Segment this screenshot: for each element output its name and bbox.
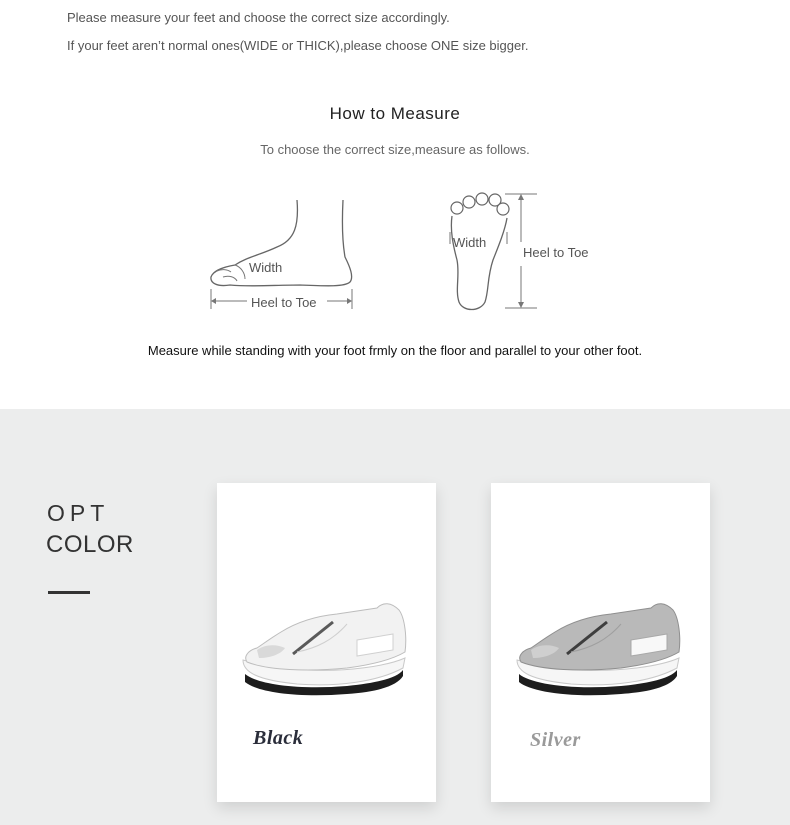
shoe-silver-image [511, 588, 691, 703]
top-width-label: Width [453, 235, 487, 250]
size-note-wide-feet: If your feet aren’t normal ones(WIDE or THICK),please choose ONE size bigger. [67, 38, 529, 53]
color-heading-opt: OPT [47, 500, 110, 526]
size-note-measure: Please measure your feet and choose the correct size accordingly. [67, 10, 450, 25]
measure-instruction: Measure while standing with your foot frmly on the floor and parallel to your other foot. [147, 343, 643, 358]
heading-divider [48, 591, 90, 594]
top-length-label: Heel to Toe [523, 245, 589, 260]
top-foot-diagram [445, 190, 589, 315]
shoe-black-image [237, 588, 417, 703]
color-label-silver: Silver [530, 729, 581, 751]
color-option-black[interactable] [217, 483, 436, 802]
side-length-label: Heel to Toe [251, 295, 317, 310]
color-option-silver[interactable] [491, 483, 710, 802]
measure-title: How to Measure [329, 104, 461, 123]
side-width-label: Width [249, 260, 283, 275]
color-heading-color: COLOR [46, 531, 134, 558]
color-label-black: Black [253, 727, 304, 749]
measure-subtitle: To choose the correct size,measure as follows. [260, 142, 530, 157]
side-foot-diagram [205, 195, 360, 315]
color-options-section [0, 409, 790, 825]
